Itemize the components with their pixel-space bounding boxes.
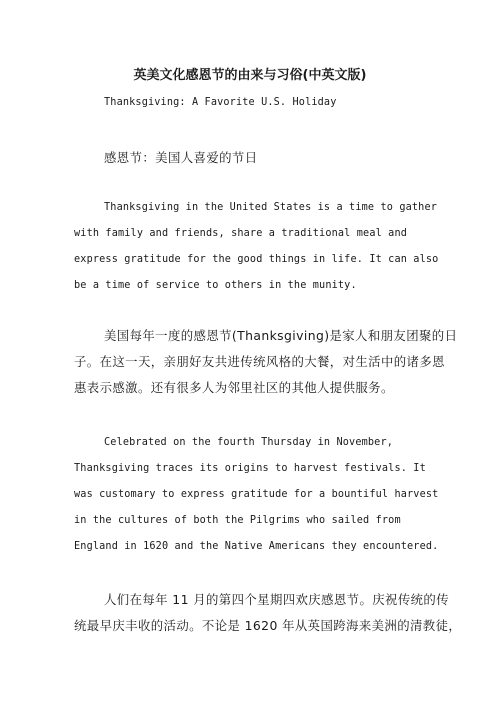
subtitle-english: Thanksgiving: A Favorite U.S. Holiday [104,97,337,108]
para2-en-line: England in 1620 and the Native Americans they encountered. [74,541,439,552]
para1-en-line: with family and friends, share a traditional meal and [74,228,408,239]
para1-en-line: be a time of service to others in the munity. [74,280,357,291]
para1-en-line: Thanksgiving in the United States is a time to gather [104,202,438,213]
para2-en-line: was customary to express gratitude for a bountiful harvest [74,489,439,500]
document-title: 英美文化感恩节的由来与习俗(中英文版) [133,68,367,83]
para2-zh-line: 统最早庆丰收的活动。不论是 1620 年从英国跨海来美洲的清教徒， [74,618,462,633]
para1-en-line: express gratitude for the good things in life. It can also [74,254,439,265]
para2-zh-line: 人们在每年 11 月的第四个星期四欢庆感恩节。庆祝传统的传 [104,592,450,607]
subtitle-chinese: 感恩节：美国人喜爱的节日 [104,150,258,165]
para2-en-line: Thanksgiving traces its origins to harvest festivals. It [74,463,426,474]
para1-zh-line: 子。在这一天，亲朋好友共进传统风格的大餐，对生活中的诸多恩 [74,354,445,369]
para2-en-line: Celebrated on the fourth Thursday in November, [104,437,394,448]
para1-zh-line: 惠表示感激。还有很多人为邻里社区的其他人提供服务。 [74,380,394,395]
para1-zh-line: 美国每年一度的感恩节(Thanksgiving)是家人和朋友团聚的日 [104,328,458,343]
para2-en-line: in the cultures of both the Pilgrims who sailed from [74,515,401,526]
